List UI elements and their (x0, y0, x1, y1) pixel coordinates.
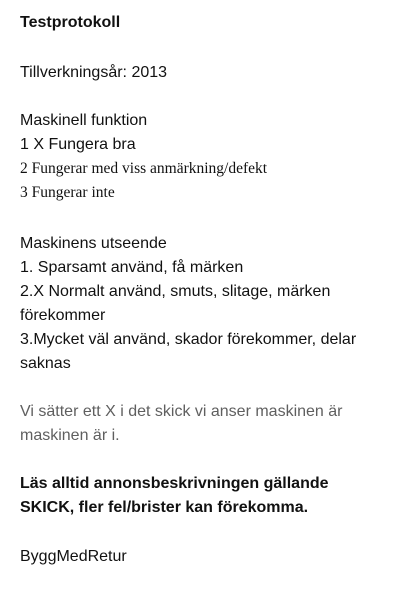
document-title: Testprotokoll (20, 14, 121, 31)
appearance-option-2-continued: förekommer (20, 307, 106, 324)
appearance-option-3-continued: saknas (20, 355, 71, 372)
warning-line-1: Läs alltid annonsbeskrivningen gällande (20, 475, 329, 492)
note-line-1: Vi sätter ett X i det skick vi anser maskinen är (20, 403, 343, 420)
appearance-option-2: 2.X Normalt använd, smuts, slitage, märken (20, 283, 331, 300)
appearance-heading: Maskinens utseende (20, 235, 167, 252)
manufacture-year: Tillverkningsår: 2013 (20, 64, 168, 81)
function-option-2: 2 Fungerar med viss anmärkning/defekt (20, 160, 268, 177)
function-option-3: 3 Fungerar inte (20, 184, 115, 201)
note-line-2: maskinen är i. (20, 427, 120, 444)
warning-line-2: SKICK, fler fel/brister kan förekomma. (20, 499, 309, 516)
function-heading: Maskinell funktion (20, 112, 148, 129)
appearance-option-1: 1. Sparsamt använd, få märken (20, 259, 244, 276)
appearance-option-3: 3.Mycket väl använd, skador förekommer, delar (20, 331, 357, 348)
function-option-1: 1 X Fungera bra (20, 136, 136, 153)
signature: ByggMedRetur (20, 548, 127, 565)
